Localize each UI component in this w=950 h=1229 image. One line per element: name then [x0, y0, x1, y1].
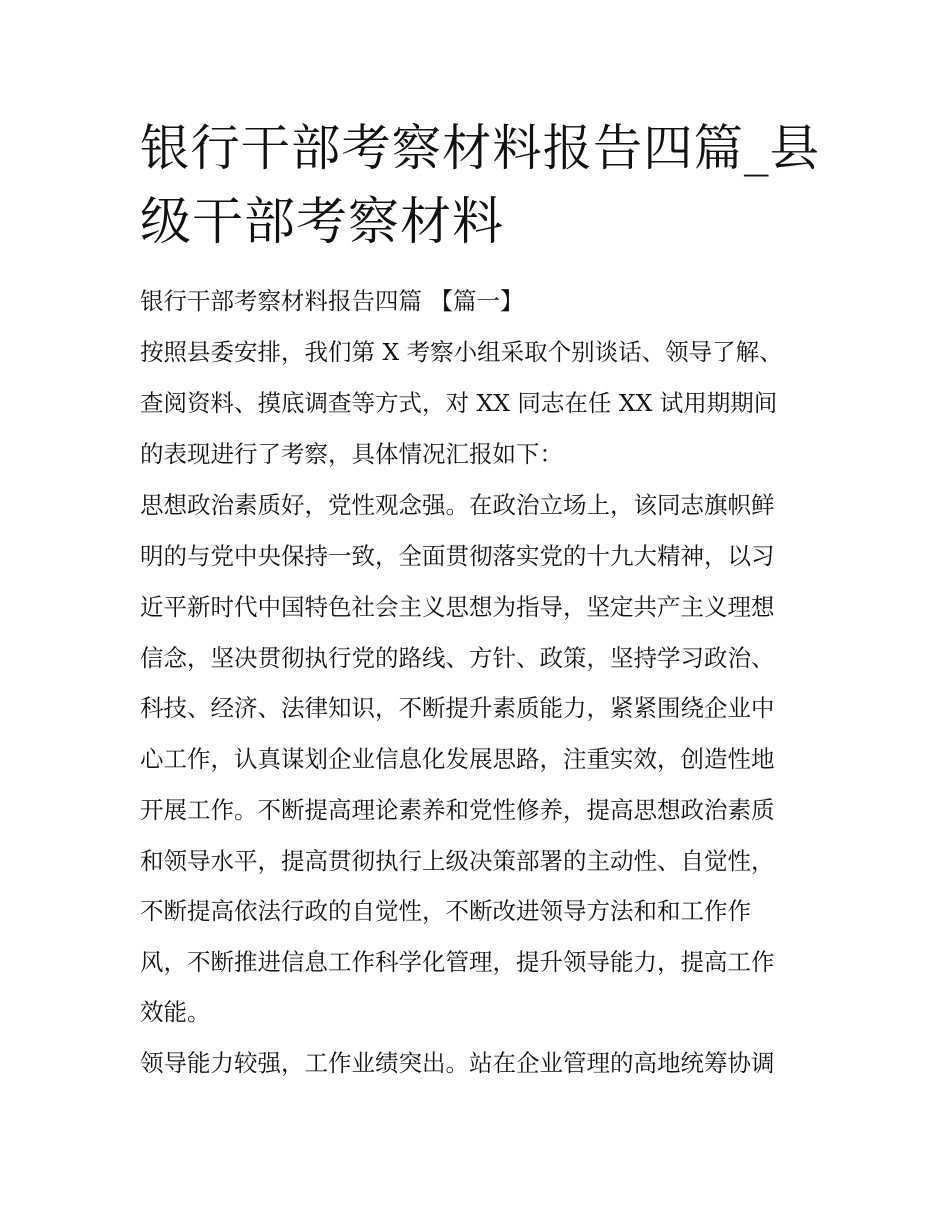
- paragraph-line: 明的与党中央保持一致，全面贯彻落实党的十九大精神，以习: [140, 542, 775, 570]
- paragraph-line: 不断提高依法行政的自觉性，不断改进领导方法和和工作作: [140, 897, 751, 925]
- document-title-line-1: 银行干部考察材料报告四篇_县: [140, 119, 820, 177]
- paragraph-line: 效能。: [140, 998, 211, 1026]
- document-subtitle: 银行干部考察材料报告四篇 【篇一】: [140, 287, 524, 315]
- paragraph-line: 领导能力较强，工作业绩突出。站在企业管理的高地统筹协调: [140, 1049, 775, 1077]
- paragraph-line: 思想政治素质好，党性观念强。在政治立场上，该同志旗帜鲜: [140, 491, 775, 519]
- paragraph-line: 和领导水平，提高贯彻执行上级决策部署的主动性、自觉性，: [140, 847, 775, 875]
- paragraph-line: 开展工作。不断提高理论素养和党性修养，提高思想政治素质: [140, 796, 775, 824]
- paragraph-line: 风，不断推进信息工作科学化管理，提升领导能力，提高工作: [140, 948, 775, 976]
- paragraph-line: 查阅资料、摸底调查等方式，对 XX 同志在任 XX 试用期期间: [140, 389, 778, 417]
- paragraph-line: 近平新时代中国特色社会主义思想为指导，坚定共产主义理想: [140, 593, 775, 621]
- paragraph-line: 信念，坚决贯彻执行党的路线、方针、政策，坚持学习政治、: [140, 644, 775, 672]
- document-title-line-2: 级干部考察材料: [140, 193, 505, 252]
- paragraph-line: 按照县委安排，我们第 X 考察小组采取个别谈话、领导了解、: [140, 338, 783, 366]
- paragraph-line: 科技、经济、法律知识，不断提升素质能力，紧紧围绕企业中: [140, 694, 775, 722]
- paragraph-line: 心工作，认真谋划企业信息化发展思路，注重实效，创造性地: [140, 745, 775, 773]
- paragraph-line: 的表现进行了考察，具体情况汇报如下：: [140, 440, 563, 468]
